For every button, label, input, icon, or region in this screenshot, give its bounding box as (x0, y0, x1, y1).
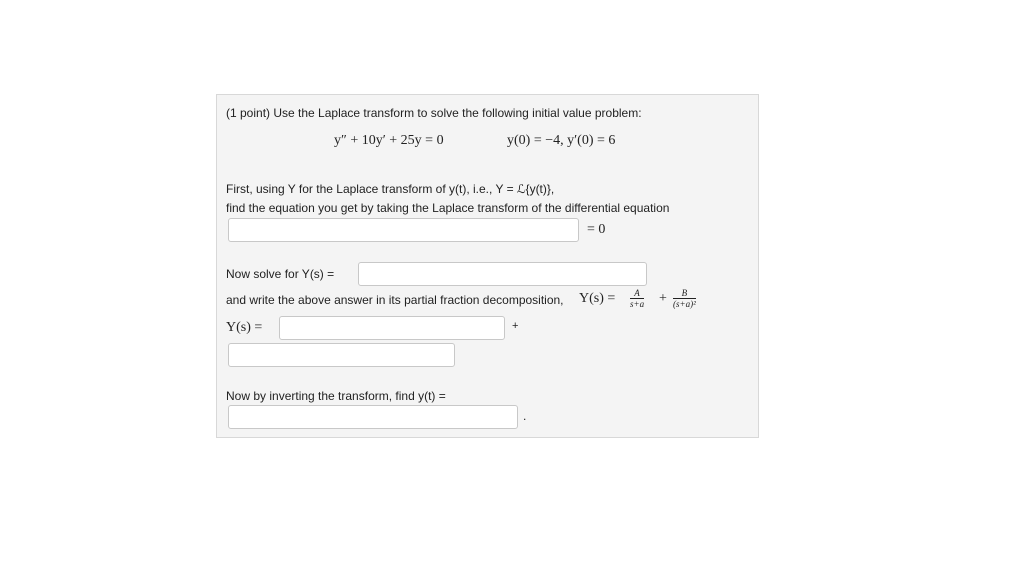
step1-instruction-line1: First, using Y for the Laplace transform of y(t), i.e., Y = ℒ{y(t)}, (226, 182, 555, 196)
fraction2-denominator: (s+a)² (673, 299, 696, 309)
solve-for-ys-label: Now solve for Y(s) = (226, 267, 335, 281)
invert-transform-label: Now by inverting the transform, find y(t) = (226, 389, 446, 403)
fraction2-numerator: B (673, 288, 696, 299)
fraction-b-over-s-plus-a-squared (673, 288, 696, 309)
fraction1-numerator: A (630, 288, 644, 299)
partial-fraction-label: and write the above answer in its partial fraction decomposition, (226, 293, 564, 307)
partial-fraction-term2-input[interactable] (228, 343, 455, 367)
problem-panel (216, 94, 759, 438)
plus-separator: + (512, 320, 519, 332)
partial-fraction-lhs: Y(s) = (579, 291, 616, 306)
ode-equation: y″ + 10y′ + 25y = 0 (334, 133, 444, 148)
trailing-period: . (523, 409, 527, 423)
equals-zero: = 0 (587, 222, 606, 237)
yt-input[interactable] (228, 405, 518, 429)
ys-input[interactable] (358, 262, 647, 286)
partial-fraction-term1-input[interactable] (279, 316, 505, 340)
initial-conditions: y(0) = −4, y′(0) = 6 (507, 133, 616, 148)
fraction-a-over-s-plus-a (630, 288, 644, 309)
ys-label: Y(s) = (226, 320, 263, 335)
fraction1-denominator: s+a (630, 299, 645, 309)
fraction-plus: + (659, 291, 667, 306)
step1-instruction-line2: find the equation you get by taking the Laplace transform of the differential equation (226, 201, 670, 215)
transformed-equation-input[interactable] (228, 218, 579, 242)
problem-intro: (1 point) Use the Laplace transform to solve the following initial value problem: (226, 106, 642, 120)
